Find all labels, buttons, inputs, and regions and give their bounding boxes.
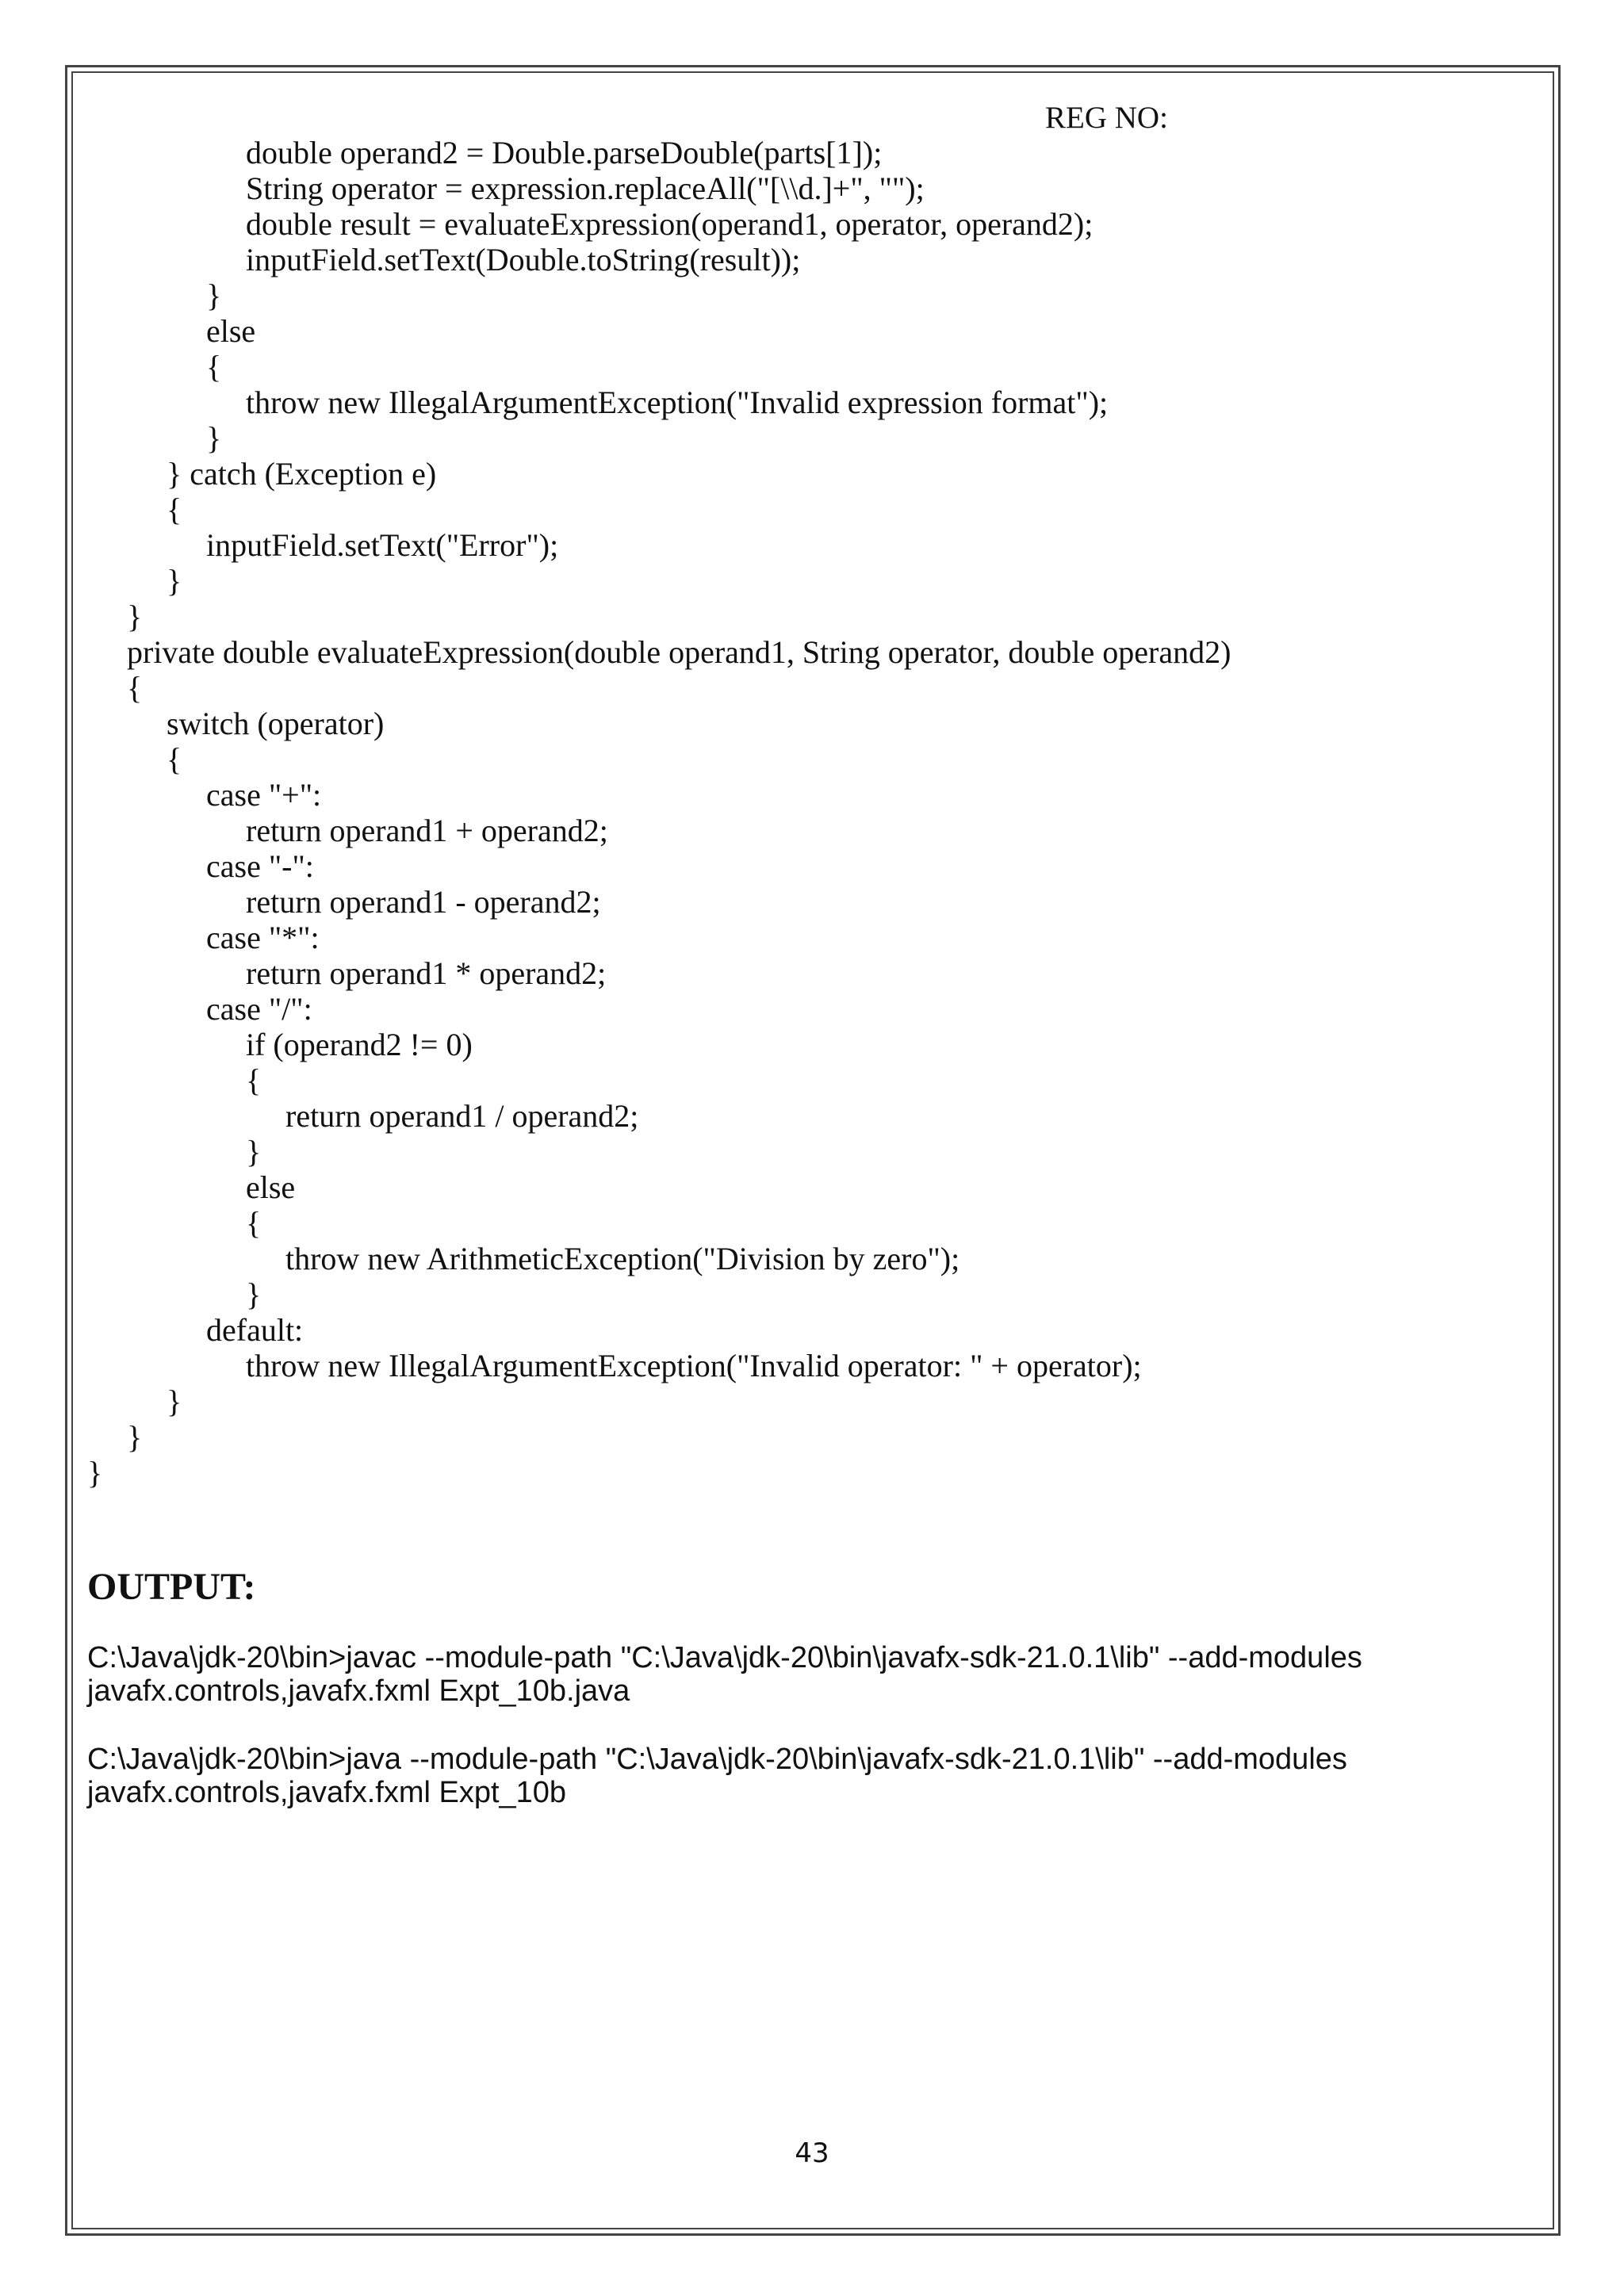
code-line: } (246, 1276, 262, 1312)
code-line: case "/": (206, 991, 312, 1027)
code-line: switch (operator) (167, 706, 385, 741)
code-line: inputField.setText(Double.toString(result)); (246, 242, 801, 277)
code-line: private double evaluateExpression(double operand1, String operator, double operand2) (127, 634, 1231, 670)
javac-command: C:\Java\jdk-20\bin>javac --module-path "C:\Java\jdk-20\bin\javafx-sdk-21.0.1\lib" --add-modules javafx.controls,javafx.fxml Expt_10b.java (87, 1641, 1362, 1708)
code-line: return operand1 + operand2; (246, 813, 608, 848)
reg-no-label: REG NO: (1045, 101, 1168, 135)
code-line: throw new ArithmeticException("Division by zero"); (285, 1241, 960, 1276)
page-number: 43 (795, 2137, 829, 2169)
code-line: { (246, 1062, 262, 1098)
code-line: } (87, 1455, 103, 1490)
code-line: default: (206, 1312, 304, 1348)
code-line: inputField.setText("Error"); (206, 527, 559, 563)
code-line: { (206, 349, 222, 385)
code-line: case "*": (206, 920, 320, 955)
code-line: double operand2 = Double.parseDouble(parts[1]); (246, 135, 883, 170)
code-line: { (167, 492, 182, 527)
code-line: if (operand2 != 0) (246, 1027, 473, 1062)
code-line: { (167, 741, 182, 777)
code-line: { (246, 1205, 262, 1241)
code-line: } (167, 563, 182, 599)
code-line: } (127, 1419, 143, 1455)
code-line: } catch (Exception e) (167, 456, 437, 492)
code-line: throw new IllegalArgumentException("Invalid operator: " + operator); (246, 1348, 1142, 1383)
code-line: String operator = expression.replaceAll("[\\d.]+", ""); (246, 170, 925, 206)
code-line: else (246, 1169, 296, 1205)
code-line: return operand1 / operand2; (285, 1098, 639, 1134)
code-line: throw new IllegalArgumentException("Invalid expression format"); (246, 385, 1109, 420)
code-line: return operand1 - operand2; (246, 884, 601, 920)
code-line: return operand1 * operand2; (246, 955, 607, 991)
code-line: double result = evaluateExpression(operand1, operator, operand2); (246, 206, 1094, 242)
code-line: case "+": (206, 777, 322, 813)
code-line: } (206, 277, 222, 313)
code-line: else (206, 313, 256, 349)
code-line: case "-": (206, 848, 314, 884)
java-command: C:\Java\jdk-20\bin>java --module-path "C:\Java\jdk-20\bin\javafx-sdk-21.0.1\lib" --add-modules javafx.controls,javafx.fxml Expt_10b (87, 1743, 1347, 1809)
code-line: { (127, 670, 143, 706)
code-line: } (246, 1134, 262, 1169)
output-heading: OUTPUT: (87, 1566, 256, 1608)
code-line: } (127, 599, 143, 634)
code-line: } (167, 1383, 182, 1419)
code-listing (87, 135, 1231, 1490)
code-line: } (206, 420, 222, 456)
